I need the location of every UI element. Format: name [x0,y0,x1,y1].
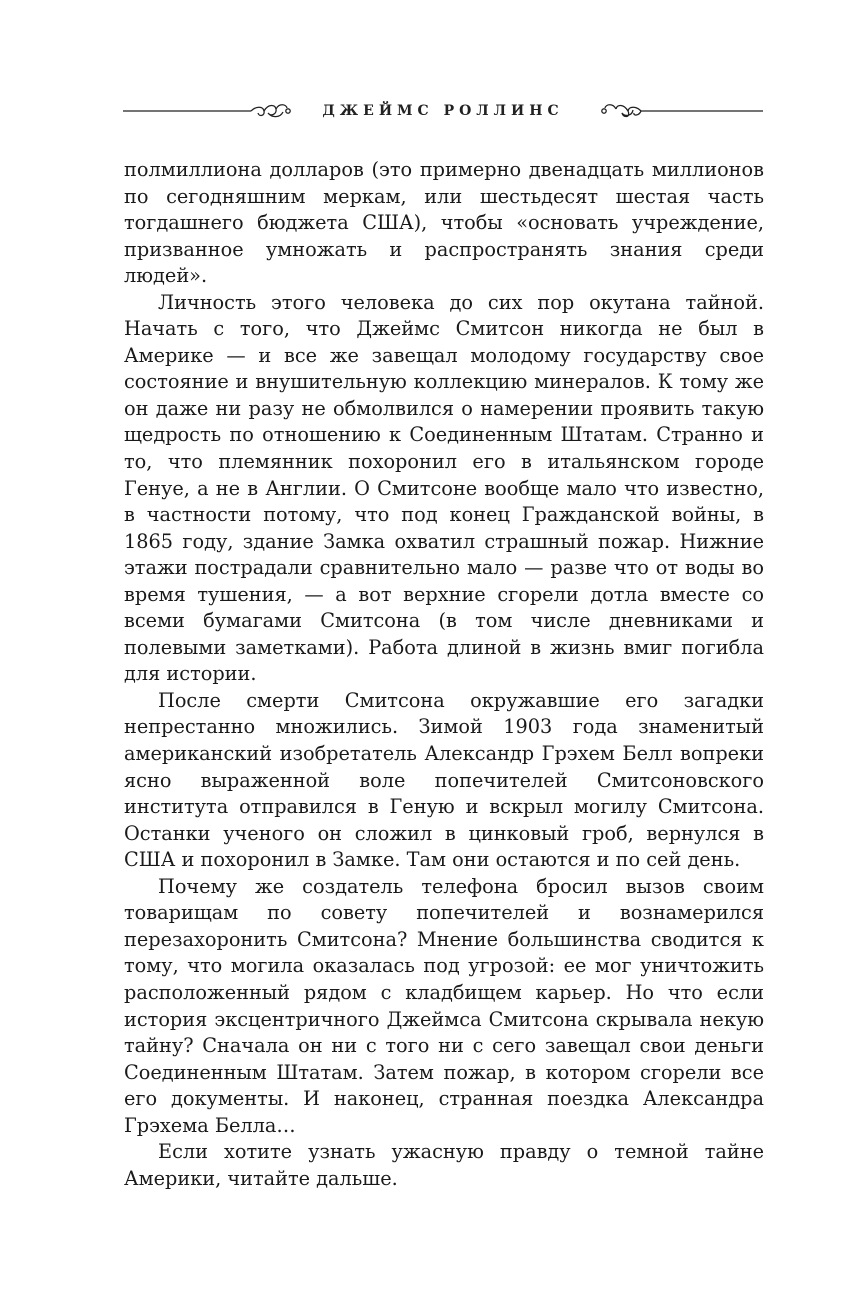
paragraph: После смерти Смитсона окружавшие его загадки непрестанно множились. Зимой 1903 года знаменитый американский изобретатель Александр Грэхем Белл вопреки ясно выраженной воле попечителей Смитсоновского института отправился в Геную и вскрыл могилу Смитсона. Останки ученого он сложил в цинковый гроб, вернулся в США и похоронил в Замке. Там они остаются и по сей день. [124,688,764,872]
running-header [123,98,763,128]
paragraph: Личность этого человека до сих пор окутана тайной. Начать с того, что Джеймс Смитсон никогда не был в Америке — и все же завещал молодому государству свое состояние и внушительную коллекцию минералов. К тому же он даже ни разу не обмолвился о намерении проявить такую щедрость по отношению к Соединенным Штатам. Странно и то, что племянник похоронил его в итальянском городе Генуе, а не в Англии. О Смитсоне вообще мало что известно, в частности потому, что под конец Гражданской войны, в 1865 году, здание Замка охватил страшный пожар. Нижние этажи пострадали сравнительно мало — разве что от воды во время тушения, — а вот верхние сгорели дотла вместе со всеми бумагами Смитсона (в том числе дневниками и полевыми заметками). Работа длиной в жизнь вмиг погибла для истории. [124,290,764,686]
paragraph: Почему же создатель телефона бросил вызов своим товарищам по совету попечителей и вознамерился перезахоронить Смитсона? Мнение большинства сводится к тому, что могила оказалась под угрозой: ее мог уничтожить расположенный рядом с кладбищем карьер. Но что если история эксцентричного Джеймса Смитсона скрывала некую тайну? Сначала он ни с того ни с сего завещал свои деньги Соединенным Штатам. Затем пожар, в котором сгорели все его документы. И наконец, странная поездка Александра Грэхема Белла… [124,874,764,1137]
running-title: ДЖЕЙМС РОЛЛИНС [322,103,564,119]
paragraph: полмиллиона долларов (это примерно двенадцать миллионов по сегодняшним меркам, или шестьдесят шестая часть тогдашнего бюджета США), чтобы «основать учреждение, призванное умножать и распространять знания среди людей». [124,158,764,288]
body-text [124,157,764,1192]
paragraph: Если хотите узнать ужасную правду о темной тайне Америки, читайте дальше. [124,1140,764,1190]
